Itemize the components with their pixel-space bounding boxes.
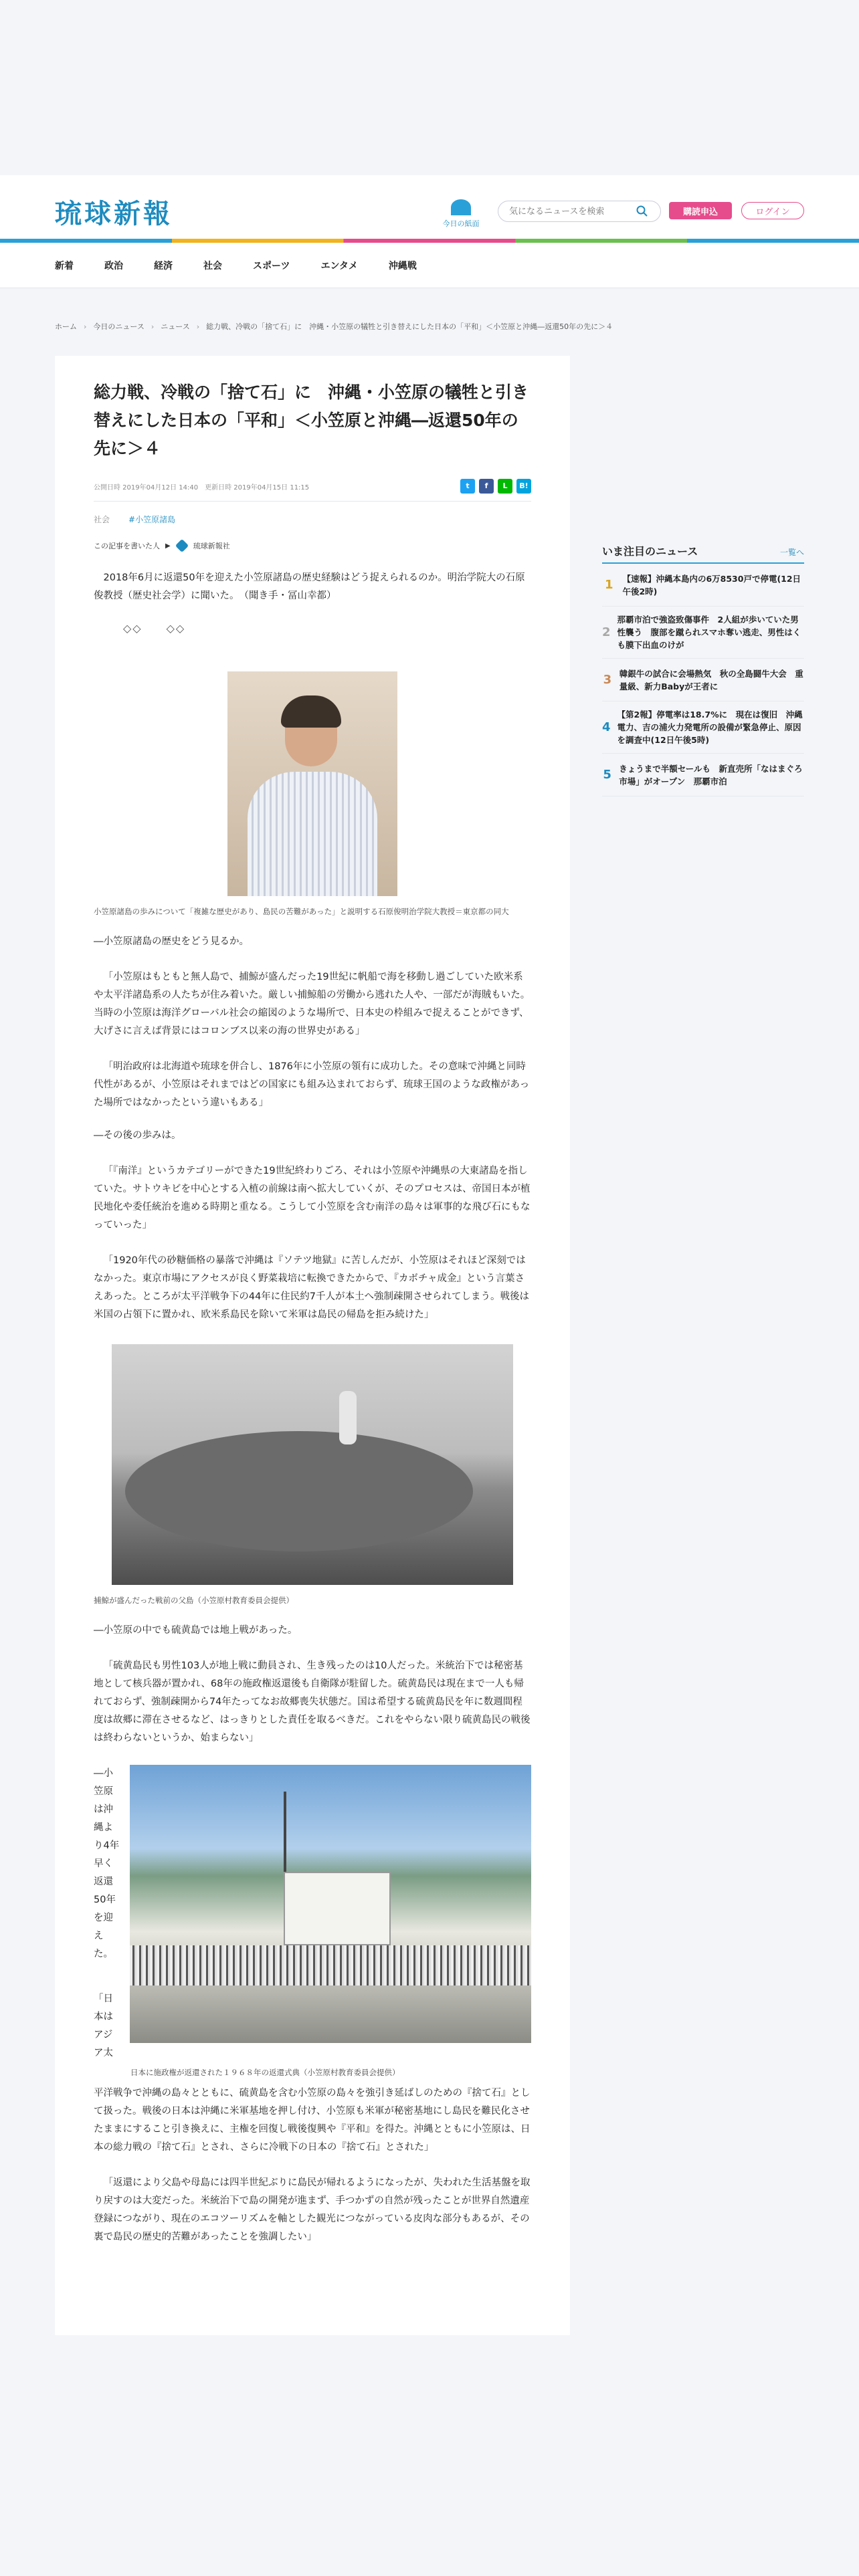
trending-headline[interactable]: きょうまで半額セールも 新直売所「なはまぐろ市場」がオープン 那覇市泊 <box>619 763 803 786</box>
top-ad-space <box>0 0 859 175</box>
sidebar-title: いま注目のニュース <box>602 545 698 558</box>
subscribe-button[interactable]: 購読申込 <box>669 202 732 219</box>
trending-headline[interactable]: 那覇市泊で強盗致傷事件 2人組が歩いていた男性襲う 腹部を蹴られスマホ奪い逃走、男性はくも膜下出血のけが <box>617 615 801 650</box>
interviewee-photo <box>227 671 397 896</box>
chevron-right-icon: › <box>151 322 155 331</box>
breadcrumb-current: 総力戦、冷戦の「捨て石」に 沖縄・小笠原の犠牲と引き替えにした日本の「平和」＜小笠原と沖縄―返還50年の先に＞４ <box>206 322 613 331</box>
nav-item-economy[interactable]: 経済 <box>154 261 173 272</box>
nav-item-politics[interactable]: 政治 <box>104 261 123 272</box>
facebook-share-icon[interactable]: f <box>479 479 494 494</box>
nav-item-latest[interactable]: 新着 <box>55 261 74 272</box>
trending-item-5[interactable] <box>602 754 804 796</box>
chevron-right-icon: › <box>84 322 87 331</box>
search-icon[interactable] <box>636 205 649 218</box>
twitter-share-icon[interactable]: t <box>460 479 475 494</box>
play-arrow-icon: ▶ <box>165 542 171 550</box>
answer-paragraph-4: 「1920年代の砂糖価格の暴落で沖縄は『ソテツ地獄』に苦しんだが、小笠原はそれほど深刻ではなかった。東京市場にアクセスが良く野菜栽培に転換できたからで、『カボチャ成金』という言葉さえあった。ところが太平洋戦争下の44年に住民約7千人が本土へ強制疎開させられてしまう。戦後は米国の占領下に置かれ、欧米系島民を除いて米軍は島民の帰島を拒み続けた」 <box>94 1255 530 1320</box>
login-button[interactable]: ログイン <box>741 202 804 219</box>
site-logo[interactable]: 琉球新報 <box>55 198 173 229</box>
sidebar-more-link[interactable]: 一覧へ <box>779 548 804 557</box>
rank-number: 3 <box>603 673 612 687</box>
today-paper-link[interactable] <box>438 199 484 229</box>
intro-paragraph: 2018年6月に返還50年を迎えた小笠原諸島の歴史経験はどう捉えられるのか。明治学院大の石原俊教授（歴史社会学）に聞いた。 （聞き手・冨山幸都） <box>94 572 525 601</box>
answer-6-head: 「日本はアジア太 <box>94 1994 113 2058</box>
rank-number: 1 <box>604 578 613 592</box>
article <box>55 356 570 2335</box>
category-label[interactable]: 社会 <box>94 515 110 524</box>
breadcrumb-home[interactable]: ホーム <box>55 322 77 331</box>
article-meta <box>94 481 531 502</box>
answer-paragraph-7: 「返還により父島や母島には四半世紀ぶりに島民が帰れるようになったが、失われた生活基盤を取り戻すのは大変だった。米統治下で島の開発が進まず、手つかずの自然が残ったことが世界自然遺産登録につながり、現在のエコツーリズムを軸とした観光につながっている皮肉な部分もあるが、その裏で島民の歴史的苦難があったことを強調したい」 <box>94 2177 531 2242</box>
author-row <box>94 540 531 552</box>
question-2: ―その後の歩みは。 <box>94 1130 181 1141</box>
rank-number: 5 <box>603 768 611 782</box>
nav-item-okinawa-war[interactable]: 沖縄戦 <box>388 261 417 272</box>
trending-item-3[interactable] <box>602 659 804 702</box>
reversion-ceremony-photo <box>130 1765 531 2043</box>
breadcrumb-today[interactable]: 今日のニュース <box>93 322 145 331</box>
trending-item-4[interactable] <box>602 702 804 754</box>
trending-sidebar <box>602 543 804 796</box>
question-3: ―小笠原の中でも硫黄島では地上戦があった。 <box>94 1625 298 1636</box>
nav-item-entertainment[interactable]: エンタメ <box>320 261 358 272</box>
site-header <box>0 175 859 239</box>
trending-headline[interactable]: 【第2報】停電率は18.7%に 現在は復旧 沖縄電力、吉の浦火力発電所の設備が緊急停止、原因を調査中(12日午後5時) <box>617 710 803 745</box>
breadcrumb-news[interactable]: ニュース <box>161 322 190 331</box>
nav-item-sports[interactable]: スポーツ <box>253 261 290 272</box>
trending-item-1[interactable] <box>602 564 804 607</box>
trending-item-2[interactable] <box>602 607 804 659</box>
question-4: ―小笠原は沖縄より4年早く返還50年を迎えた。 <box>94 1768 120 1959</box>
answer-paragraph-5: 「硫黄島民も男性103人が地上戦に動員され、生き残ったのは10人だった。米統治下では秘密基地として核兵器が置かれ、68年の施政権返還後も自衛隊が駐留した。硫黄島民は現在まで一人も帰れておらず、強制疎開から74年たってなお故郷喪失状態だ。国は希望する硫黄島民を年に数週間程度は故郷に滞在させるなど、はっきりとした責任を取るべきだ。これをやらない限り硫黄島民の戦後は終わらないというか、始まらない」 <box>94 1660 531 1743</box>
photo-caption-3: 日本に施政権が返還された１９６８年の返還式典（小笠原村教育委員会提供） <box>130 2068 400 2077</box>
sidebar-header <box>602 543 804 564</box>
section-divider: ◇◇ ◇◇ <box>123 622 186 635</box>
answer-paragraph-3: 「『南洋』というカテゴリーができた19世紀終わりごろ、それは小笠原や沖縄県の大東諸島を指していた。サトウキビを中心とする入植の前線は南へ拡大していくが、そのプロセスは、帝国日本が植民地化や委任統治を進める時期と重なる。こうして小笠原を含む南洋の島々は軍事的な飛び石にもなっていった」 <box>94 1166 531 1230</box>
ryukyu-logo-icon <box>175 539 189 552</box>
answer-paragraph-1: 「小笠原はもともと無人島で、捕鯨が盛んだった19世紀に帆船で海を移動し過ごしていた欧米系や太平洋諸島系の人たちが住み着いた。厳しい捕鯨船の労働から逃れた人や、一部だが海賊もいた。当時の小笠原は海洋グローバル社会の縮図のような場所で、日本史の枠組みで捉えることができず、大げさに言えば背景にはコロンブス以来の海の世界史がある」 <box>94 972 531 1037</box>
author-name[interactable]: 琉球新報社 <box>193 542 230 550</box>
float-section <box>94 1765 531 2062</box>
hatena-share-icon[interactable]: B! <box>516 479 531 494</box>
share-buttons <box>460 479 531 494</box>
answer-paragraph-6: 平洋戦争で沖縄の島々とともに、硫黄島を含む小笠原の島々を強引き延ばしのための『捨て石』として扱った。戦後の日本は沖縄に米軍基地を押し付け、小笠原も米軍が秘密基地にし島民を難民化させたままにすること引き換えに、主権を回復し戦後復興や『平和』を得た。沖縄とともに小笠原は、日本の総力戦の『捨て石』とされ、さらに冷戦下の日本の『捨て石』とされた」 <box>94 2088 531 2153</box>
trending-headline[interactable]: 【速報】沖縄本島内の6万8530戸で停電(12日午後2時) <box>622 573 801 597</box>
article-title: 総力戦、冷戦の「捨て石」に 沖縄・小笠原の犠牲と引き替えにした日本の「平和」＜小笠原と沖縄―返還50年の先に＞４ <box>94 383 529 458</box>
main-nav <box>0 243 859 288</box>
question-1: ―小笠原諸島の歴史をどう見るか。 <box>94 936 249 947</box>
rank-number: 2 <box>602 625 611 639</box>
answer-paragraph-2: 「明治政府は北海道や琉球を併合し、1876年に小笠原の領有に成功した。その意味で沖縄と同時代性があるが、小笠原はそれまではどの国家にも組み込まれておらず、琉球王国のような政権があった場所ではなかったという違いもある」 <box>94 1061 530 1108</box>
category-row <box>94 514 531 525</box>
photo-caption-1: 小笠原諸島の歩みについて「複雑な歴史があり、島民の苦難があった」と説明する石原俊明治学院大教授＝東京都の同大 <box>94 907 509 916</box>
tag-link[interactable]: #小笠原諸島 <box>128 515 176 524</box>
line-share-icon[interactable]: L <box>498 479 512 494</box>
rank-number: 4 <box>602 720 611 734</box>
author-label: この記事を書いた人 <box>94 542 160 550</box>
nav-item-society[interactable]: 社会 <box>203 261 222 272</box>
today-paper-label: 今日の紙面 <box>442 219 480 228</box>
publish-dates: 公開日時 2019年04月12日 14:40 更新日時 2019年04月15日 11:15 <box>94 484 310 492</box>
breadcrumb <box>55 321 613 332</box>
trending-headline[interactable]: 韓銀牛の試合に会場熱気 秋の全島闘牛大会 重量級、新力Babyが王者に <box>619 668 803 691</box>
photo-caption-2: 捕鯨が盛んだった戦前の父島（小笠原村教育委員会提供） <box>94 1596 294 1605</box>
newspaper-icon <box>451 199 471 215</box>
chevron-right-icon: › <box>196 322 200 331</box>
whaling-photo <box>112 1344 513 1585</box>
